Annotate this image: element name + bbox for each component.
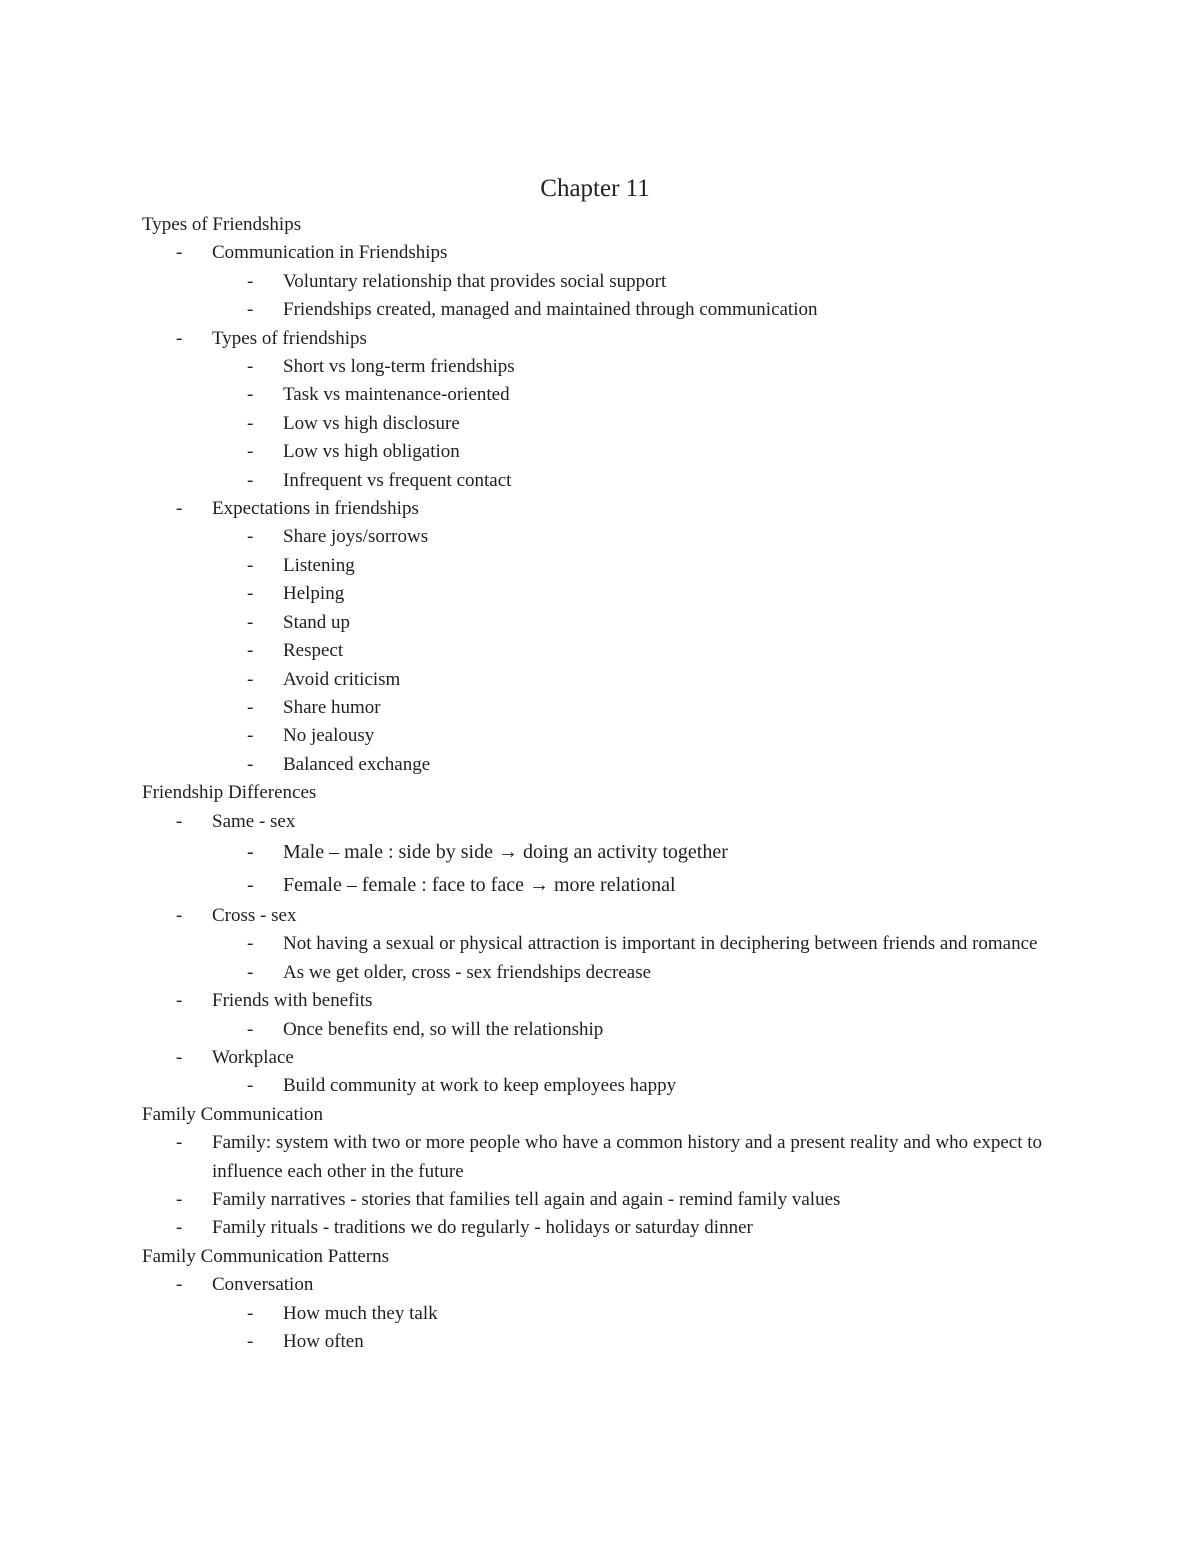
item-text: Male – male : side by side → doing an activity together <box>283 840 728 863</box>
item-text: As we get older, cross - sex friendships decrease <box>283 961 652 983</box>
bullet-dash: - <box>247 1075 254 1097</box>
outline-item <box>142 722 1042 750</box>
outline-item <box>142 1044 1042 1072</box>
outline-item <box>142 296 1042 324</box>
section-heading <box>142 1243 1042 1271</box>
bullet-dash: - <box>176 810 183 832</box>
item-text: Family rituals - traditions we do regularly - holidays or saturday dinner <box>212 1217 753 1239</box>
item-text: Balanced exchange <box>283 753 431 775</box>
item-text: Family: system with two or more people who have a common history and a present reality and who expect to influence each other in the future <box>212 1132 1042 1182</box>
outline-item <box>142 1129 1102 1186</box>
item-text: No jealousy <box>283 725 375 747</box>
item-text: Friends with benefits <box>212 990 373 1012</box>
outline-item <box>142 694 1042 722</box>
section-heading <box>142 1101 1042 1129</box>
bullet-dash: - <box>247 725 254 747</box>
bullet-dash: - <box>247 696 254 718</box>
outline-item <box>142 609 1042 637</box>
item-text: Friendship Differences <box>142 782 317 804</box>
bullet-dash: - <box>247 299 254 321</box>
outline-item <box>142 495 1042 523</box>
bullet-dash: - <box>176 498 183 520</box>
bullet-dash: - <box>247 356 254 378</box>
item-text: Task vs maintenance-oriented <box>283 384 510 406</box>
item-text: Types of friendships <box>212 327 367 349</box>
outline-item <box>142 1072 1042 1100</box>
item-text: Not having a sexual or physical attraction is important in deciphering between friends and romance <box>283 933 1038 955</box>
item-text: How much they talk <box>283 1302 438 1324</box>
outline-item <box>142 1328 1042 1356</box>
outline-item <box>142 836 1042 869</box>
item-text: Infrequent vs frequent contact <box>283 469 512 491</box>
outline-item <box>142 987 1042 1015</box>
bullet-dash: - <box>176 1132 183 1154</box>
outline-item <box>142 523 1042 551</box>
item-text: Conversation <box>212 1274 314 1296</box>
outline-item <box>142 637 1042 665</box>
outline-item <box>142 580 1042 608</box>
item-text: Friendships created, managed and maintained through communication <box>283 299 818 321</box>
page-title: Chapter 11 <box>540 175 650 202</box>
bullet-dash: - <box>176 904 183 926</box>
bullet-dash: - <box>247 384 254 406</box>
section-heading <box>142 779 1042 807</box>
item-text: Same - sex <box>212 810 296 832</box>
item-text: Voluntary relationship that provides social support <box>283 270 667 292</box>
outline-item <box>142 1271 1042 1299</box>
bullet-dash: - <box>176 1274 183 1296</box>
outline-item <box>142 808 1042 836</box>
item-text: Build community at work to keep employees happy <box>283 1075 677 1097</box>
item-text: Workplace <box>212 1046 294 1068</box>
item-text: Once benefits end, so will the relationship <box>283 1018 604 1040</box>
outline-item <box>142 869 1042 902</box>
item-text: Share humor <box>283 696 381 718</box>
bullet-dash: - <box>176 1189 183 1210</box>
section-heading <box>142 211 1042 239</box>
bullet-dash: - <box>247 583 254 605</box>
item-text: How often <box>283 1331 364 1353</box>
item-text: Family narratives - stories that families tell again and again - remind family values <box>212 1189 841 1210</box>
bullet-dash: - <box>176 1046 183 1068</box>
item-text: Low vs high obligation <box>283 441 460 463</box>
outline-item <box>142 1186 1042 1214</box>
item-text: Family Communication Patterns <box>142 1245 389 1267</box>
item-text: Low vs high disclosure <box>283 412 460 434</box>
item-text: Types of Friendships <box>142 214 302 235</box>
outline-item <box>142 239 1042 267</box>
bullet-dash: - <box>176 990 183 1012</box>
outline-item <box>142 552 1042 580</box>
bullet-dash: - <box>247 441 254 463</box>
outline-item <box>142 410 1042 438</box>
outline-item <box>142 1214 1042 1242</box>
bullet-dash: - <box>247 611 254 633</box>
bullet-dash: - <box>247 270 254 292</box>
bullet-dash: - <box>247 469 254 491</box>
item-text: Respect <box>283 640 344 662</box>
bullet-dash: - <box>247 961 254 983</box>
outline-item <box>142 325 1042 353</box>
outline-item <box>142 268 1042 296</box>
bullet-dash: - <box>247 554 254 576</box>
outline-item <box>142 353 1042 381</box>
outline-item <box>142 467 1042 495</box>
outline-item <box>142 1016 1042 1044</box>
item-text: Avoid criticism <box>283 668 401 690</box>
item-text: Short vs long-term friendships <box>283 356 515 378</box>
bullet-dash: - <box>247 1302 254 1324</box>
bullet-dash: - <box>247 668 254 690</box>
outline-item <box>142 959 1042 987</box>
item-text: Cross - sex <box>212 904 297 926</box>
item-text: Stand up <box>283 611 351 633</box>
bullet-dash: - <box>247 412 254 434</box>
bullet-dash: - <box>176 242 183 264</box>
bullet-dash: - <box>247 840 254 863</box>
bullet-dash: - <box>247 640 254 662</box>
outline-item <box>142 751 1042 779</box>
bullet-dash: - <box>176 327 183 349</box>
outline-item <box>142 381 1042 409</box>
outline-content <box>142 211 1042 1356</box>
item-text: Listening <box>283 554 355 576</box>
bullet-dash: - <box>247 1018 254 1040</box>
bullet-dash: - <box>247 933 254 955</box>
item-text: Share joys/sorrows <box>283 526 429 548</box>
outline-item <box>142 902 1042 930</box>
item-text: Communication in Friendships <box>212 242 448 264</box>
bullet-dash: - <box>247 873 254 896</box>
item-text: Female – female : face to face → more relational <box>283 873 676 896</box>
bullet-dash: - <box>247 1331 254 1353</box>
outline-item <box>142 666 1042 694</box>
item-text: Expectations in friendships <box>212 498 419 520</box>
bullet-dash: - <box>247 526 254 548</box>
outline-item <box>142 438 1042 466</box>
bullet-dash: - <box>176 1217 183 1239</box>
bullet-dash: - <box>247 753 254 775</box>
outline-item <box>142 930 1163 958</box>
item-text: Helping <box>283 583 345 605</box>
item-text: Family Communication <box>142 1103 324 1125</box>
outline-item <box>142 1300 1042 1328</box>
